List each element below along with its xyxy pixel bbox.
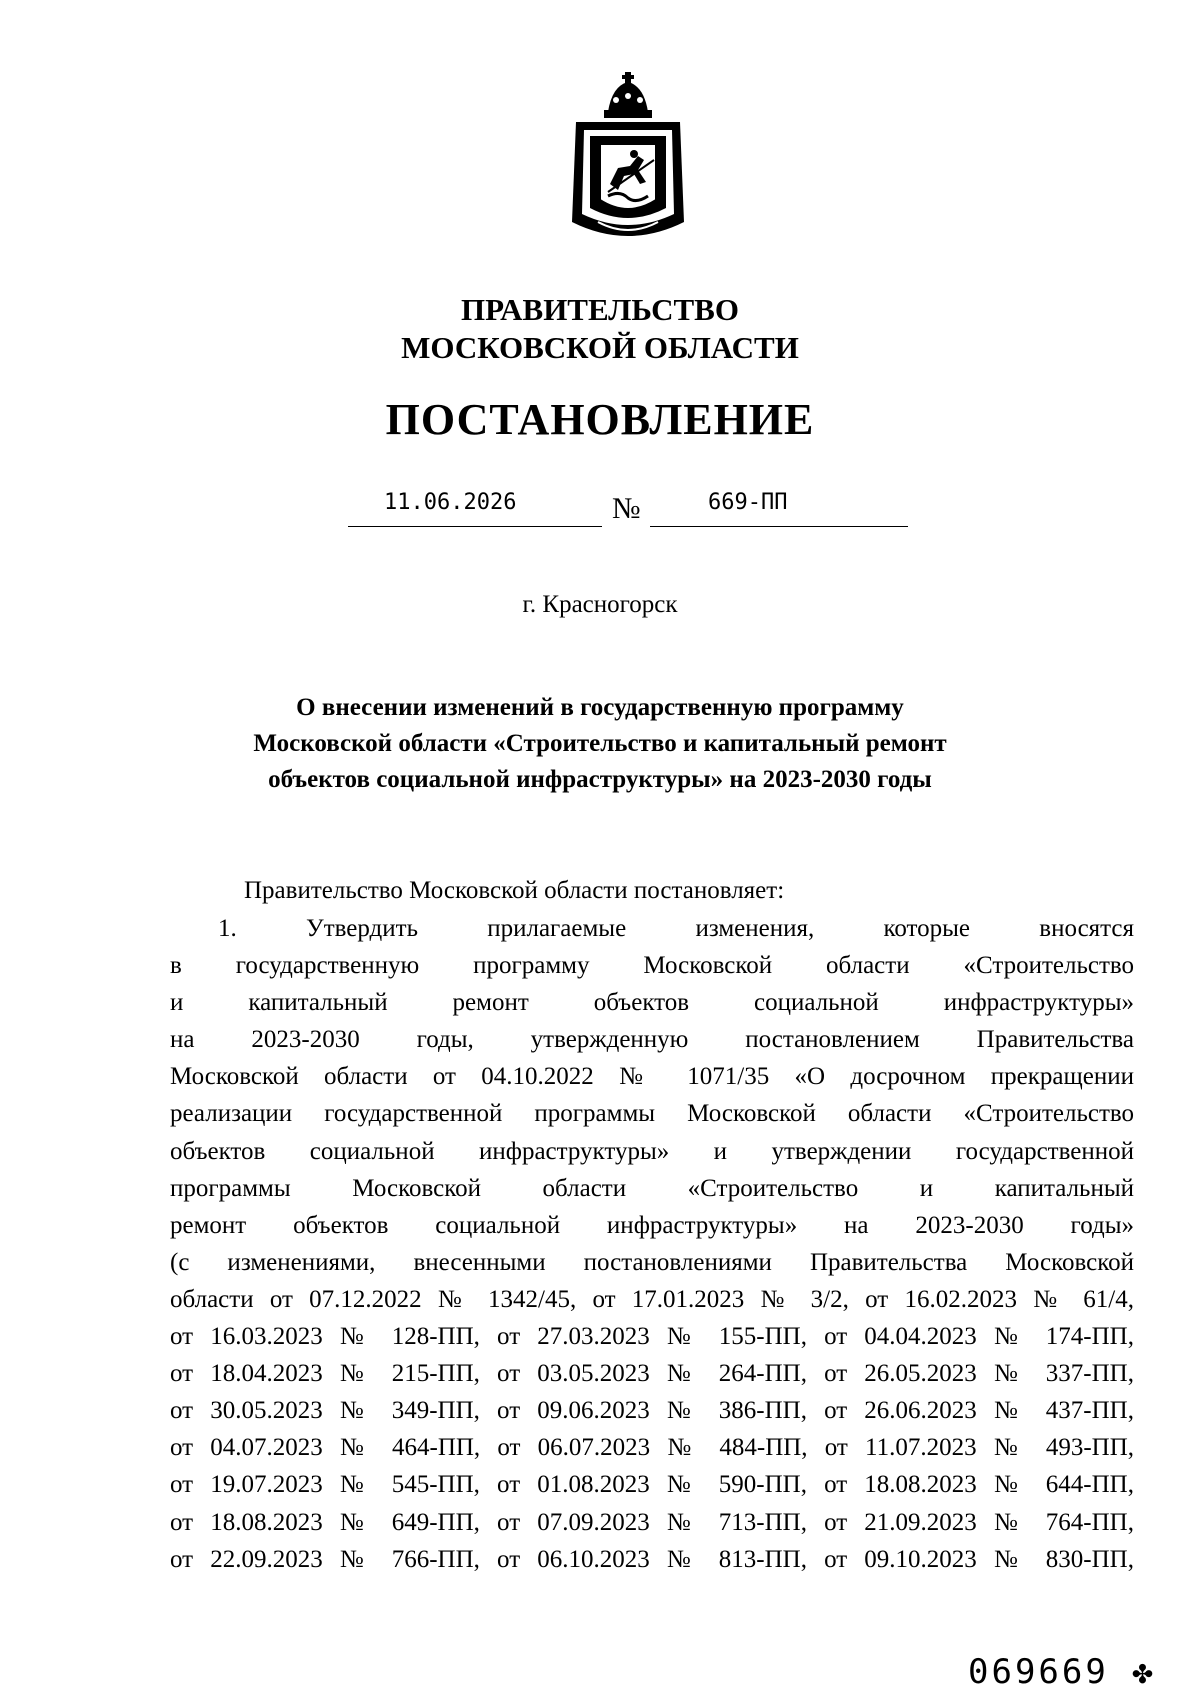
body-line: на 2023-2030 годы, утвержденную постановлением Правительства	[170, 1026, 1134, 1054]
body-line: и капитальный ремонт объектов социальной инфраструктуры»	[170, 989, 1134, 1017]
body-line: в государственную программу Московской области «Строительство	[170, 952, 1134, 980]
document-number: 669-ПП	[708, 490, 788, 515]
body-line: от 18.04.2023 № 215-ПП, от 03.05.2023 № 264-ПП, от 26.05.2023 № 337-ПП,	[170, 1360, 1134, 1388]
city-line: г. Красногорск	[522, 591, 678, 618]
body-line: от 16.03.2023 № 128-ПП, от 27.03.2023 № 155-ПП, от 04.04.2023 № 174-ПП,	[170, 1323, 1134, 1351]
body-line: от 22.09.2023 № 766-ПП, от 06.10.2023 № 813-ПП, от 09.10.2023 № 830-ПП,	[170, 1545, 1134, 1573]
subject-line: О внесении изменений в государственную программу	[296, 694, 904, 721]
body-line: ремонт объектов социальной инфраструктуры» на 2023-2030 годы»	[170, 1211, 1134, 1239]
body-line: (с изменениями, внесенными постановлениями Правительства Московской	[170, 1248, 1134, 1276]
body-line: от 18.08.2023 № 649-ПП, от 07.09.2023 № 713-ПП, от 21.09.2023 № 764-ПП,	[170, 1508, 1134, 1536]
body-line: от 19.07.2023 № 545-ПП, от 01.08.2023 № 590-ПП, от 18.08.2023 № 644-ПП,	[170, 1471, 1134, 1499]
intro-text: Правительство Московской области постановляет:	[244, 877, 785, 904]
document-date: 11.06.2026	[384, 490, 517, 515]
body-text	[170, 910, 1134, 1578]
org-name-line1: ПРАВИТЕЛЬСТВО	[461, 292, 739, 327]
body-line: программы Московской области «Строительство и капитальный	[170, 1174, 1134, 1202]
serial-number: 069669 ✤	[968, 1652, 1156, 1692]
org-name-line2: МОСКОВСКОЙ ОБЛАСТИ	[401, 330, 799, 365]
subject-line: объектов социальной инфраструктуры» на 2023-2030 годы	[268, 766, 932, 793]
body-line: реализации государственной программы Московской области «Строительство	[170, 1100, 1134, 1128]
subject-line: Московской области «Строительство и капитальный ремонт	[253, 730, 947, 757]
body-line: от 30.05.2023 № 349-ПП, от 09.06.2023 № 386-ПП, от 26.06.2023 № 437-ПП,	[170, 1397, 1134, 1425]
body-line: Московской области от 04.10.2022 № 1071/35 «О досрочном прекращении	[170, 1063, 1134, 1091]
body-line: области от 07.12.2022 № 1342/45, от 17.01.2023 № 3/2, от 16.02.2023 № 61/4,	[170, 1285, 1134, 1313]
coat-of-arms-icon	[568, 72, 688, 240]
document-subject	[0, 690, 1200, 798]
number-underline	[650, 526, 908, 527]
number-sign: №	[612, 492, 641, 525]
document-type-title: ПОСТАНОВЛЕНИЕ	[385, 395, 815, 444]
body-line: 1. Утвердить прилагаемые изменения, которые вносятся	[218, 915, 1134, 942]
body-line: от 04.07.2023 № 464-ПП, от 06.07.2023 № 484-ПП, от 11.07.2023 № 493-ПП,	[170, 1434, 1134, 1462]
body-line: объектов социальной инфраструктуры» и утверждении государственной	[170, 1137, 1134, 1165]
date-underline	[348, 526, 602, 527]
